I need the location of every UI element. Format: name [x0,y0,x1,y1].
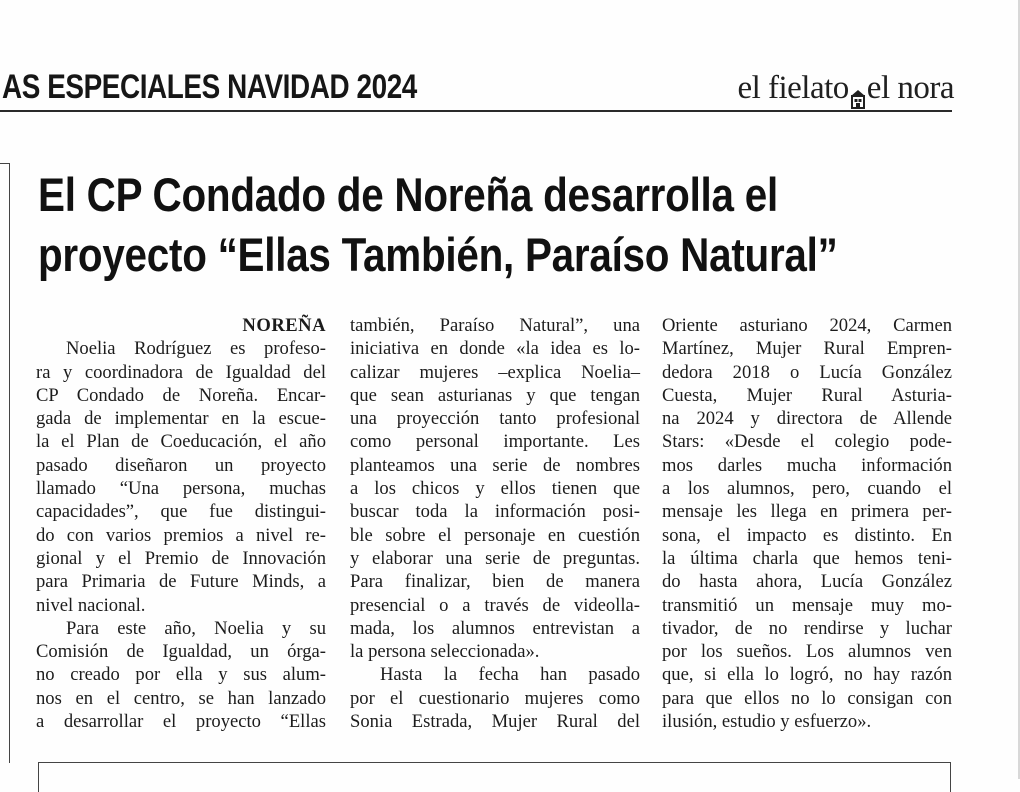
text-line: pasado diseñaron un proyecto [36,454,326,476]
text-line: mos darles mucha información [662,454,952,476]
header-rule [0,110,952,112]
text-line: sona, el impacto es distinto. En [662,524,952,546]
text-line: Martínez, Mujer Rural Empren- [662,338,952,360]
text-line: Stars: «Desde el colegio pode- [662,431,952,453]
text-line: Para este año, Noelia y su [66,617,326,639]
text-line: también, Paraíso Natural”, una [350,315,640,336]
text-line: mensaje les llega en primera per- [662,501,952,523]
newspaper-logo [737,70,954,107]
text-line: la última charla que hemos teni- [662,547,952,569]
text-line: Para finalizar, bien de manera [350,571,640,593]
text-line: llamado “Una persona, muchas [36,478,326,500]
text-line: transmitió un mensaje muy mo- [662,594,952,616]
text-line: como personal importante. Les [350,431,640,453]
text-line: que, si ella lo logró, no hay razón [662,664,952,686]
article-column-2 [350,314,640,733]
text-line: que sean asturianas y que tengan [350,384,640,406]
text-line: para que ellos no lo consigan con [662,687,952,709]
logo-text-nora: el nora [866,70,954,106]
text-line: Sonia Estrada, Mujer Rural del [350,711,640,733]
article-column-3 [662,314,952,733]
text-line: Comisión de Igualdad, un órga- [36,641,326,663]
section-title: AS ESPECIALES NAVIDAD 2024 [2,68,417,106]
text-line: CP Condado de Noreña. Encar- [36,384,326,406]
article-headline [38,165,958,285]
text-line: nivel nacional. [36,594,146,616]
text-line: iniciativa en donde «la idea es lo- [350,338,640,360]
text-line: tivador, de no rendirse y luchar [662,617,952,639]
text-line: dedora 2018 o Lucía González [662,361,952,383]
text-line: a los alumnos, pero, cuando el [662,478,952,500]
text-line: do con varios premios a nivel re- [36,524,326,546]
byline: NOREÑA [242,315,326,336]
text-line: por los sueños. Los alumnos ven [662,641,952,663]
house-icon [850,81,866,101]
headline-line-2: proyecto “Ellas También, Paraíso Natural” [38,228,838,281]
text-line: gional y el Premio de Innovación [36,547,326,569]
text-line: ra y coordinadora de Igualdad del [36,361,326,383]
bottom-frame-box [38,762,951,792]
headline-line-1: El CP Condado de Noreña desarrolla el [38,168,778,221]
text-line: presencial o a través de videolla- [350,594,640,616]
text-line: Hasta la fecha han pasado [380,664,640,686]
text-line: Cuesta, Mujer Rural Asturia- [662,384,952,406]
text-line: na 2024 y directora de Allende [662,408,952,430]
text-line: calizar mujeres –explica Noelia– [350,361,640,383]
text-line: mada, los alumnos entrevistan a [350,617,640,639]
text-line: buscar toda la información posi- [350,501,640,523]
text-line: para Primaria de Future Minds, a [36,571,326,593]
text-line: a desarrollar el proyecto “Ellas [36,711,326,733]
text-line: Noelia Rodríguez es profeso- [66,338,326,360]
text-line: una proyección tanto profesional [350,408,640,430]
text-line: Oriente asturiano 2024, Carmen [662,315,952,336]
text-line: por el cuestionario mujeres como [350,687,640,709]
text-line: gada de implementar en la escue- [36,408,326,430]
article-column-1 [36,314,326,733]
logo-text-fielato: el fielato [737,70,849,106]
left-frame-line [0,163,10,763]
text-line: a los chicos y ellos tienen que [350,478,640,500]
text-line: planteamos una serie de nombres [350,454,640,476]
text-line: do hasta ahora, Lucía González [662,571,952,593]
text-line: capacidades”, que fue distingui- [36,501,326,523]
text-line: la el Plan de Coeducación, el año [36,431,326,453]
text-line: y elaborar una serie de preguntas. [350,547,640,569]
text-line: ilusión, estudio y esfuerzo». [662,711,872,733]
text-line: no creado por ella y sus alum- [36,664,326,686]
text-line: la persona seleccionada». [350,641,540,663]
text-line: nos en el centro, se han lanzado [36,687,326,709]
page-header [0,0,1020,112]
text-line: ble sobre el personaje en cuestión [350,524,640,546]
